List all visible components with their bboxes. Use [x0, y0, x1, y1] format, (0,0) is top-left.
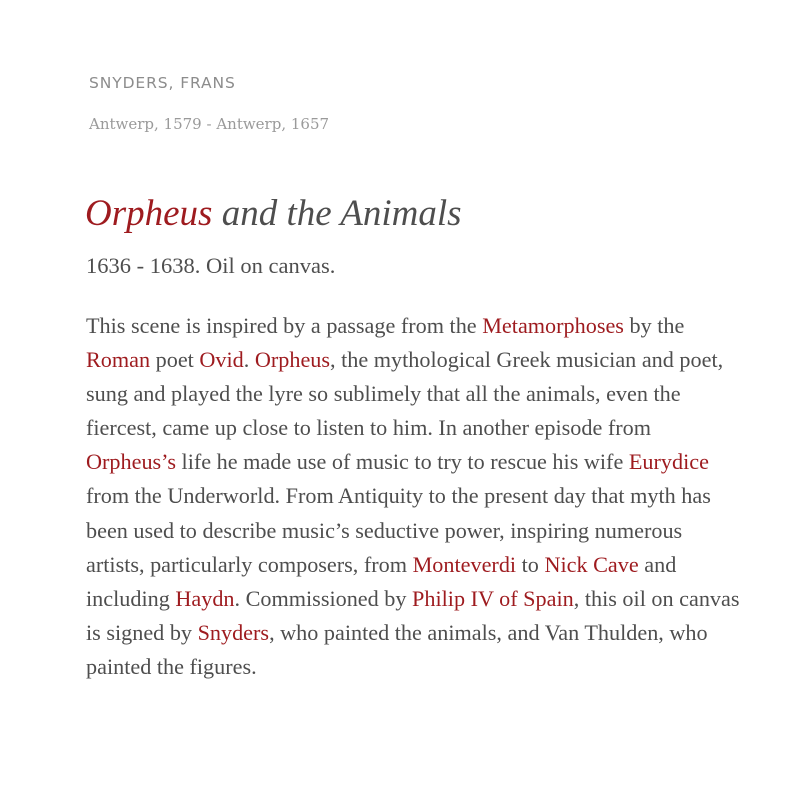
link-nick-cave[interactable]: Nick Cave — [544, 551, 639, 577]
link-monteverdi[interactable]: Monteverdi — [412, 551, 517, 577]
link-orpheus-possessive[interactable]: Orpheus’s — [86, 449, 176, 475]
title-rest: and the Animals — [212, 193, 462, 234]
link-metamorphoses[interactable]: Metamorphoses — [482, 313, 624, 338]
link-philip-iv-of-spain[interactable]: Philip IV of Spain — [412, 585, 574, 611]
description-text: , this oil on canvas is signed by — [86, 585, 740, 645]
link-roman[interactable]: Roman — [86, 347, 151, 373]
artwork-date-medium: 1636 - 1638. Oil on canvas. — [86, 253, 336, 278]
description-text: This scene is inspired by a passage from the — [86, 313, 483, 338]
description-text: from the Underworld. From Antiquity to the present day that myth has been used to describe music’s seductive power, inspiring numerous artists, particularly composers, from — [86, 483, 711, 577]
description-text: by the — [623, 313, 685, 338]
description-text: and including — [86, 551, 677, 611]
description-text: , who painted the animals, and Van Thulden, who painted the figures. — [86, 619, 708, 679]
description-text: . — [243, 347, 255, 373]
link-ovid[interactable]: Ovid — [199, 347, 244, 373]
title-link-orpheus[interactable]: Orpheus — [85, 193, 213, 234]
description-text: , the mythological Greek musician and poet, sung and played the lyre so sublimely that all the animals, even the fiercest, came up close to listen to him. In another episode from — [86, 347, 724, 441]
link-eurydice[interactable]: Eurydice — [628, 449, 709, 475]
description-text: poet — [150, 347, 200, 373]
description-text: life he made use of music to try to rescue his wife — [175, 449, 629, 475]
description-text: to — [516, 551, 545, 577]
link-orpheus[interactable]: Orpheus — [254, 347, 331, 373]
artwork-title — [85, 192, 462, 236]
link-haydn[interactable]: Haydn — [175, 585, 235, 611]
description-text: . Commissioned by — [234, 585, 413, 611]
artist-name: SNYDERS, FRANS — [89, 74, 236, 92]
link-snyders[interactable]: Snyders — [197, 619, 270, 645]
artwork-description — [86, 309, 746, 684]
artist-dates: Antwerp, 1579 - Antwerp, 1657 — [89, 115, 330, 133]
